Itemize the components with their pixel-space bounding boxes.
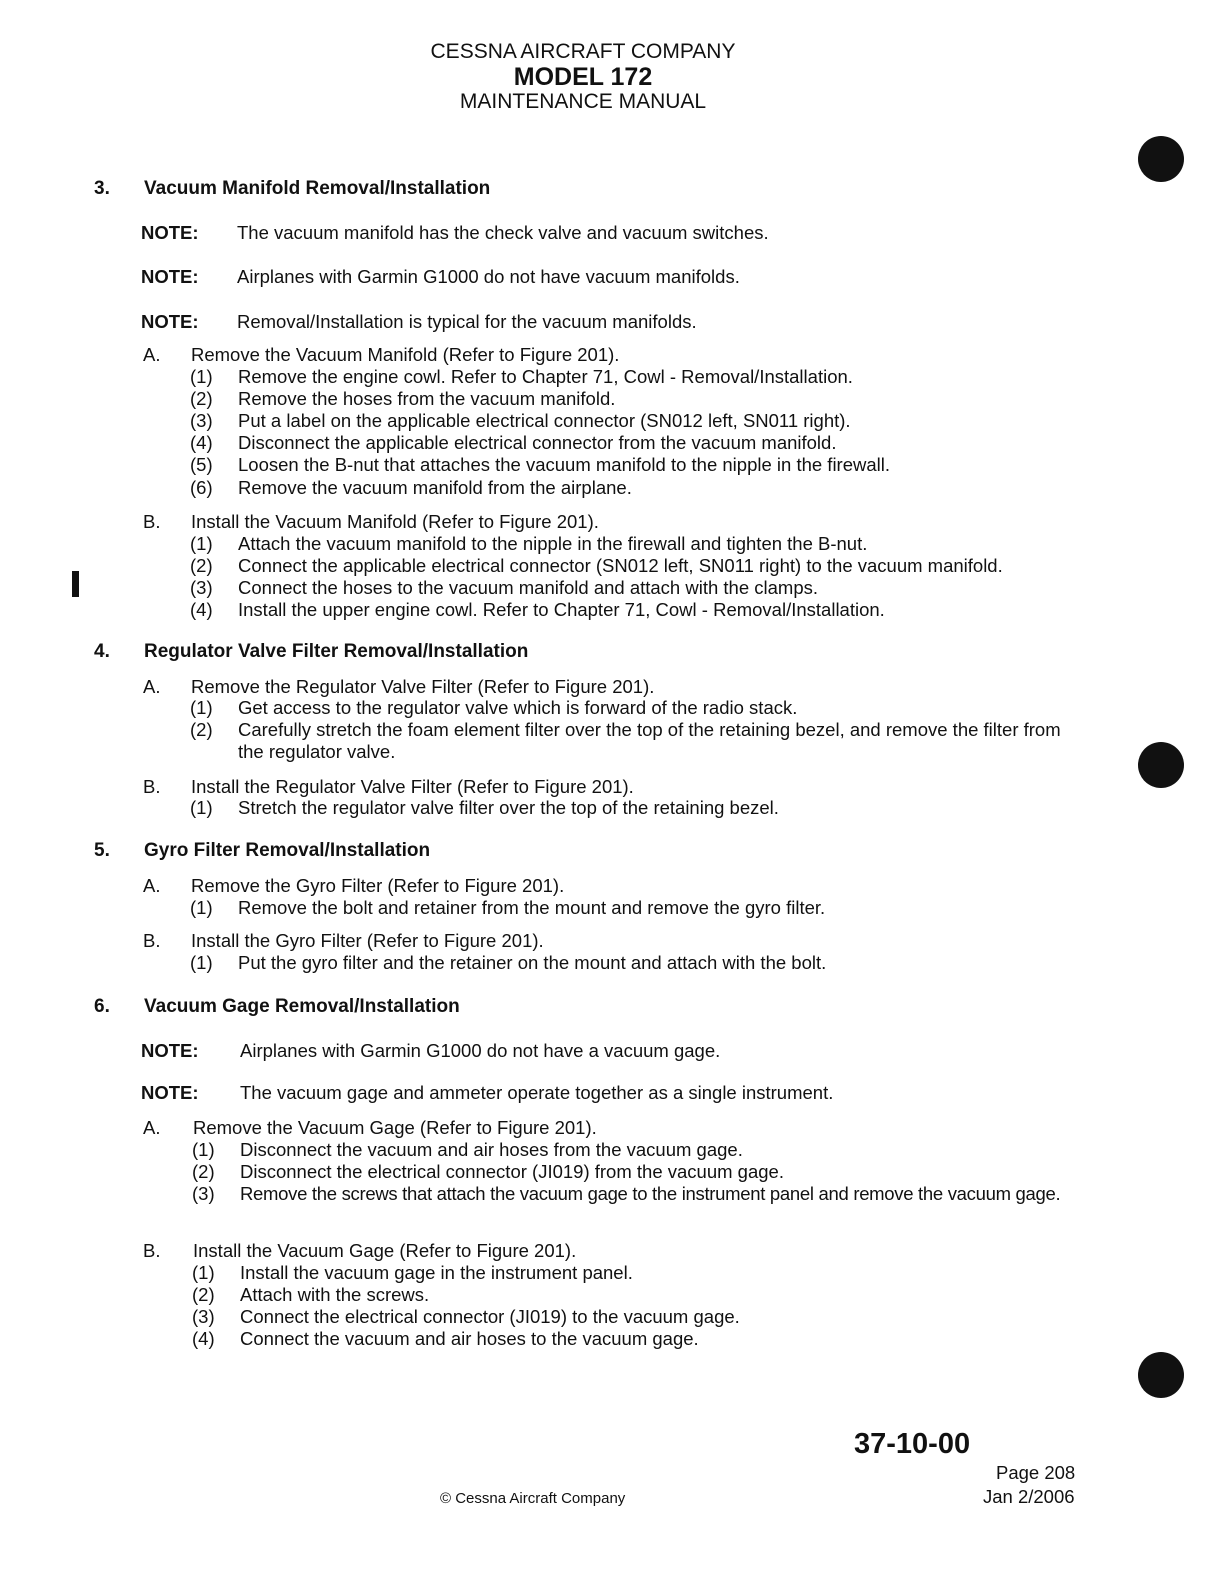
item-number: (2) [190,719,213,740]
page-number: Page 208 [996,1462,1076,1483]
item-number: (6) [190,477,213,498]
copyright: © Cessna Aircraft Company [440,1490,626,1507]
step-text: Remove the Vacuum Gage (Refer to Figure 201). [193,1117,597,1138]
step-letter: A. [143,344,161,365]
item-number: (2) [190,388,213,409]
item-text: Connect the hoses to the vacuum manifold and attach with the clamps. [238,577,818,598]
note-label: NOTE: [141,222,199,243]
note-label: NOTE: [141,311,199,332]
step-letter: A. [143,1117,161,1138]
item-text: Remove the engine cowl. Refer to Chapter 71, Cowl - Removal/Installation. [238,366,853,387]
item-number: (4) [190,432,213,453]
note-text: Airplanes with Garmin G1000 do not have vacuum manifolds. [237,266,740,287]
item-number: (2) [190,555,213,576]
binder-hole-icon [1138,136,1184,182]
item-text: Attach the vacuum manifold to the nipple in the firewall and tighten the B-nut. [238,533,868,554]
item-text: Connect the vacuum and air hoses to the vacuum gage. [240,1328,699,1349]
item-number: (1) [192,1139,215,1160]
section-title: Regulator Valve Filter Removal/Installation [144,641,529,662]
note-label: NOTE: [141,1082,199,1103]
item-text: Disconnect the electrical connector (JI019) from the vacuum gage. [240,1161,784,1182]
note-text: The vacuum gage and ammeter operate together as a single instrument. [240,1082,834,1103]
item-text: Remove the hoses from the vacuum manifold. [238,388,616,409]
step-text: Remove the Regulator Valve Filter (Refer to Figure 201). [191,676,655,697]
binder-hole-icon [1138,742,1184,788]
item-text: Connect the applicable electrical connector (SN012 left, SN011 right) to the vacuum manifold. [238,555,1003,576]
item-text: Put a label on the applicable electrical connector (SN012 left, SN011 right). [238,410,851,431]
item-text: Disconnect the vacuum and air hoses from the vacuum gage. [240,1139,743,1160]
item-text: Install the vacuum gage in the instrument panel. [240,1262,633,1283]
step-text: Install the Vacuum Gage (Refer to Figure 201). [193,1240,577,1261]
item-text: Put the gyro filter and the retainer on the mount and attach with the bolt. [238,952,827,973]
note-text: Airplanes with Garmin G1000 do not have a vacuum gage. [240,1040,721,1061]
step-text: Remove the Gyro Filter (Refer to Figure 201). [191,875,565,896]
section-number: 6. [94,996,110,1017]
change-bar [72,571,79,597]
item-number: (1) [190,533,213,554]
item-number: (3) [192,1306,215,1327]
item-text: Loosen the B-nut that attaches the vacuum manifold to the nipple in the firewall. [238,454,891,475]
page-header [0,40,1166,114]
item-text: Remove the screws that attach the vacuum gage to the instrument panel and remove the vacuum gage. [240,1183,1061,1204]
revision-date: Jan 2/2006 [983,1486,1075,1507]
item-number: (1) [190,797,213,818]
binder-hole-icon [1138,1352,1184,1398]
section-number: 4. [94,641,110,662]
chapter-code: 37-10-00 [854,1428,971,1460]
model-title: MODEL 172 [513,63,653,91]
step-text: Install the Gyro Filter (Refer to Figure 201). [191,930,544,951]
step-letter: A. [143,875,161,896]
item-number: (2) [192,1284,215,1305]
section-title: Vacuum Gage Removal/Installation [144,996,460,1017]
item-number: (3) [192,1183,215,1204]
section-number: 5. [94,840,110,861]
item-number: (2) [192,1161,215,1182]
manual-title: MAINTENANCE MANUAL [459,90,707,113]
note-label: NOTE: [141,1040,199,1061]
item-text: Remove the bolt and retainer from the mount and remove the gyro filter. [238,897,826,918]
item-text: Install the upper engine cowl. Refer to Chapter 71, Cowl - Removal/Installation. [238,599,885,620]
item-number: (3) [190,577,213,598]
step-letter: B. [143,930,161,951]
item-number: (1) [190,897,213,918]
item-text: Attach with the screws. [240,1284,430,1305]
item-text: Connect the electrical connector (JI019) to the vacuum gage. [240,1306,740,1327]
section-title: Gyro Filter Removal/Installation [144,840,431,861]
item-number: (1) [190,366,213,387]
step-letter: B. [143,511,161,532]
step-text: Install the Regulator Valve Filter (Refer to Figure 201). [191,776,634,797]
item-number: (1) [190,697,213,718]
step-letter: A. [143,676,161,697]
company-name: CESSNA AIRCRAFT COMPANY [430,40,736,63]
item-text: Remove the vacuum manifold from the airplane. [238,477,632,498]
section-title: Vacuum Manifold Removal/Installation [144,178,491,199]
item-number: (1) [190,952,213,973]
item-number: (5) [190,454,213,475]
step-letter: B. [143,776,161,797]
item-text: Stretch the regulator valve filter over the top of the retaining bezel. [238,797,779,818]
item-text: Carefully stretch the foam element filter over the top of the retaining bezel, and remove the filter from the regulator valve. [238,719,1061,762]
section-number: 3. [94,178,110,199]
item-number: (3) [190,410,213,431]
note-text: The vacuum manifold has the check valve and vacuum switches. [237,222,769,243]
item-number: (4) [192,1328,215,1349]
item-number: (1) [192,1262,215,1283]
note-text: Removal/Installation is typical for the vacuum manifolds. [237,311,697,332]
item-number: (4) [190,599,213,620]
step-letter: B. [143,1240,161,1261]
item-text: Disconnect the applicable electrical connector from the vacuum manifold. [238,432,837,453]
item-text: Get access to the regulator valve which is forward of the radio stack. [238,697,798,718]
step-text: Install the Vacuum Manifold (Refer to Figure 201). [191,511,599,532]
step-text: Remove the Vacuum Manifold (Refer to Figure 201). [191,344,620,365]
note-label: NOTE: [141,266,199,287]
